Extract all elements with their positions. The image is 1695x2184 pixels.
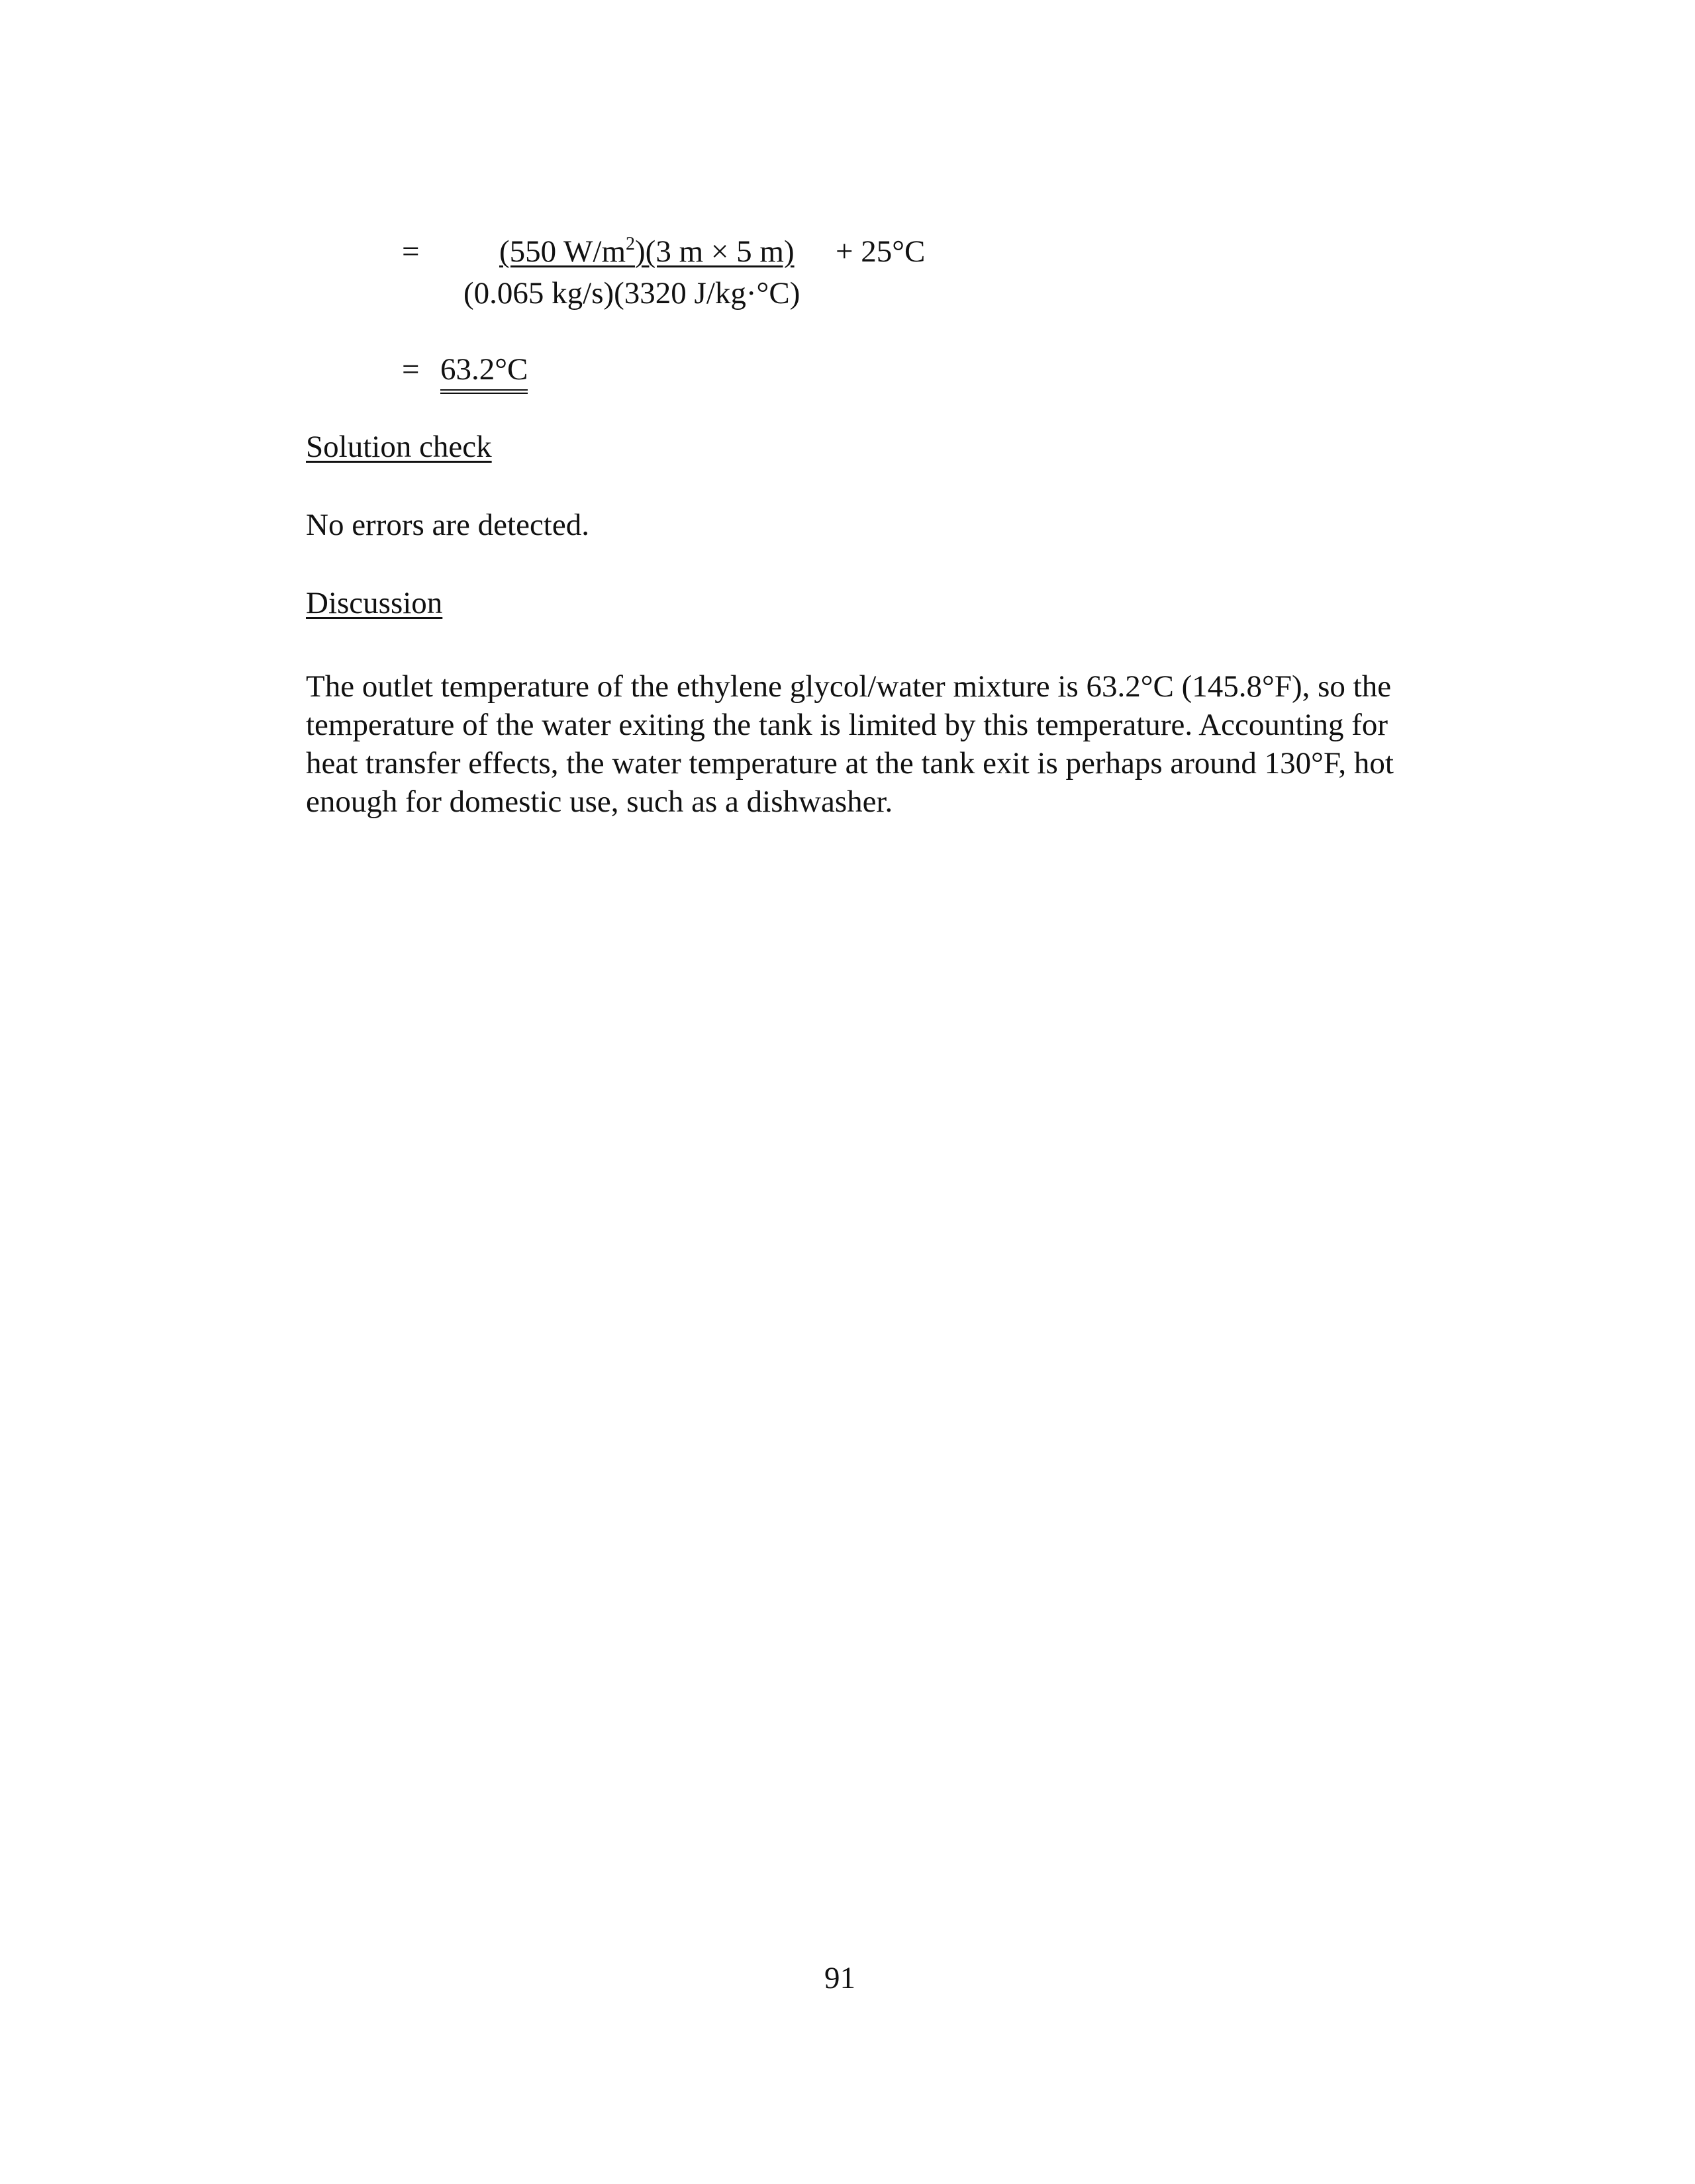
discussion-line: heat transfer effects, the water temperature at the tank exit is perhaps around 130°F, hot [306,746,1394,781]
discussion-line: enough for domestic use, such as a dishwasher. [306,784,893,819]
discussion-heading: Discussion [306,586,443,620]
solution-check-heading: Solution check [306,430,492,464]
page-number: 91 [824,1961,855,1995]
discussion-line: temperature of the water exiting the tank is limited by this temperature. Accounting for [306,708,1388,742]
numerator-part-a: (550 W/m [499,234,626,269]
numerator-exponent: 2 [626,234,636,254]
numerator-part-b: )(3 m × 5 m) [635,234,795,269]
final-result: 63.2°C [440,354,528,394]
fraction-denominator: (0.065 kg/s)(3320 J/kg·°C) [463,276,800,310]
discussion-paragraph [306,667,1471,821]
equals-sign: = [402,234,420,269]
solution-check-text: No errors are detected. [306,508,589,542]
plus-term: + 25°C [836,234,926,269]
equals-sign-result: = [402,352,420,387]
discussion-line: The outlet temperature of the ethylene glycol/water mixture is 63.2°C (145.8°F), so the [306,669,1392,704]
fraction-numerator [485,236,795,267]
